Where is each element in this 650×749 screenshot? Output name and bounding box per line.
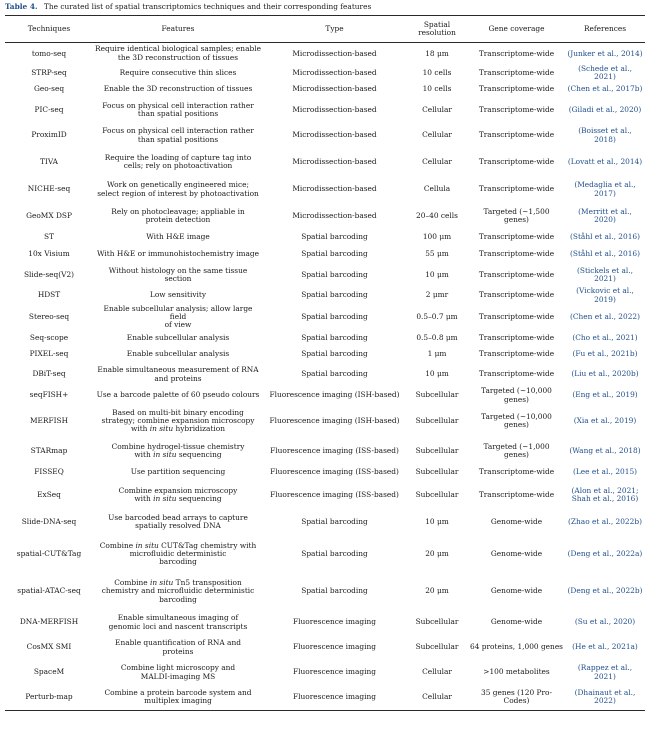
type-cell: Spatial barcoding <box>301 333 368 343</box>
table-row <box>5 347 645 362</box>
technique-cell: SpaceM <box>33 667 65 677</box>
features-cell <box>93 330 263 347</box>
table-row <box>5 404 645 438</box>
resolution-cell: Subcellular <box>415 489 459 499</box>
feature-line: Enable subcellular analysis <box>126 349 230 359</box>
caption-text: The curated list of spatial transcriptomics techniques and their corresponding features <box>43 2 372 11</box>
features-cell <box>93 660 263 685</box>
type-cell: Spatial barcoding <box>301 516 368 526</box>
feature-line: Low sensitivity <box>149 290 207 300</box>
type-cell: Fluorescence imaging <box>263 685 406 710</box>
feature-line: Require identical biological samples; enable <box>95 44 261 54</box>
feature-line: multiplex imaging <box>144 696 212 706</box>
features-cell <box>93 438 263 464</box>
resolution-cell: 1 μm <box>427 349 447 359</box>
type-cell: Spatial barcoding <box>301 232 368 242</box>
coverage-cell: Transcriptome-wide <box>478 269 555 279</box>
table-row <box>5 97 645 123</box>
feature-line: with in situ sequencing <box>134 494 222 504</box>
feature-line: select region of interest by photoactivation <box>97 188 259 198</box>
resolution-cell: Subcellular <box>415 415 459 425</box>
resolution-cell: 18 μm <box>425 48 449 58</box>
feature-line: Based on multi-bit binary encoding <box>112 407 244 417</box>
table-caption <box>5 2 371 11</box>
features-cell <box>93 65 263 82</box>
reference-cell: (Liu et al., 2020b) <box>571 369 639 379</box>
technique-cell: ProximID <box>31 130 67 140</box>
technique-cell: spatial-CUT&Tag <box>16 548 82 558</box>
coverage-cell: Transcriptome-wide <box>478 467 555 477</box>
resolution-cell: Cellular <box>422 104 452 114</box>
technique-cell: Slide-DNA-seq <box>21 516 77 526</box>
technique-cell: Perturb-map <box>5 685 93 710</box>
table-row <box>5 148 645 176</box>
coverage-cell: Transcriptome-wide <box>478 489 555 499</box>
type-cell: Microdissection-based <box>292 83 377 93</box>
features-cell <box>93 287 263 304</box>
technique-cell: DBiT-seq <box>32 369 66 379</box>
type-cell: Microdissection-based <box>292 48 377 58</box>
technique-cell: Seq-scope <box>29 333 69 343</box>
table-row <box>5 263 645 287</box>
feature-line: Without histology on the same tissue <box>108 265 248 275</box>
reference-cell: (Lee et al., 2015) <box>572 467 638 477</box>
technique-cell: spatial-ATAC-seq <box>17 586 81 596</box>
features-cell <box>93 123 263 148</box>
features-cell <box>93 635 263 660</box>
table-row <box>5 387 645 404</box>
type-cell: Spatial barcoding <box>301 349 368 359</box>
table-header-row <box>5 16 645 43</box>
coverage-cell: Transcriptome-wide <box>478 232 555 242</box>
feature-line: section <box>164 274 192 284</box>
feature-line: MALDI-imaging MS <box>140 671 216 681</box>
table-row <box>5 287 645 304</box>
reference-cell: (Stickels et al., 2021) <box>577 265 633 284</box>
feature-line: genomic loci and nascent transcripts <box>108 621 248 631</box>
feature-line: Rely on photocleavage; appliable in <box>111 206 245 216</box>
resolution-cell: 10 cells <box>422 83 452 93</box>
technique-cell: seqFISH+ <box>29 390 69 400</box>
feature-line: chemistry and microfluidic deterministic <box>101 586 255 596</box>
table-row <box>5 635 645 660</box>
techniques-table <box>5 15 645 711</box>
reference-cell: (Dhainaut et al., 2022) <box>565 685 645 710</box>
resolution-cell: 20–40 cells <box>416 210 458 220</box>
resolution-cell: 55 μm <box>425 249 449 259</box>
features-cell <box>93 304 263 330</box>
resolution-cell: 10 μm <box>425 269 449 279</box>
feature-line: Require consecutive thin slices <box>119 67 237 77</box>
reference-cell: (Giladi et al., 2020) <box>568 104 642 114</box>
feature-line: Enable simultaneous imaging of <box>117 613 239 623</box>
technique-cell: DNA-MERFISH <box>19 617 79 627</box>
coverage-cell: Transcriptome-wide <box>478 67 555 77</box>
table-row <box>5 229 645 246</box>
table-row <box>5 203 645 229</box>
table-row <box>5 660 645 685</box>
type-cell: Fluorescence imaging (ISS-based) <box>270 489 399 499</box>
coverage-cell: Transcriptome-wide <box>478 290 555 300</box>
features-cell <box>93 43 263 65</box>
type-cell: Fluorescence imaging (ISS-based) <box>270 445 399 455</box>
technique-cell: Stereo-seq <box>28 311 70 321</box>
table-row <box>5 438 645 464</box>
features-cell <box>93 229 263 246</box>
resolution-cell: Cellular <box>422 667 452 677</box>
header-spatial-resolution: Spatial resolution <box>406 16 468 43</box>
feature-line: Combine expansion microscopy <box>118 485 238 495</box>
features-cell <box>93 263 263 287</box>
technique-cell: HDST <box>37 290 61 300</box>
features-cell <box>93 176 263 203</box>
feature-line: with in situ hybridization <box>131 424 225 434</box>
feature-line: Combine hydrogel-tissue chemistry <box>111 441 245 451</box>
header-references: References <box>565 16 645 43</box>
table-row <box>5 610 645 635</box>
features-cell <box>93 404 263 438</box>
coverage-cell: Targeted (~1,000 genes) <box>483 441 550 460</box>
features-cell <box>93 509 263 535</box>
feature-line: strategy; combine expansion microscopy <box>101 415 255 425</box>
type-cell: Fluorescence imaging <box>293 617 376 627</box>
feature-line: the 3D reconstruction of tissues <box>117 52 239 62</box>
reference-cell: (Ståhl et al., 2016) <box>570 232 640 242</box>
features-cell <box>93 573 263 610</box>
reference-cell: (Xia et al., 2019) <box>573 415 637 425</box>
features-cell <box>93 464 263 481</box>
type-cell: Spatial barcoding <box>301 249 368 259</box>
table-row <box>5 123 645 148</box>
technique-cell: Geo-seq <box>33 83 65 93</box>
type-cell: Microdissection-based <box>292 130 377 140</box>
technique-cell: tomo-seq <box>31 48 67 58</box>
type-cell: Microdissection-based <box>292 156 377 166</box>
feature-line: barcoding <box>159 594 197 604</box>
table-row <box>5 464 645 481</box>
feature-line: of view <box>164 320 192 330</box>
reference-cell: (Eng et al., 2019) <box>572 390 638 400</box>
technique-cell: STRP-seq <box>31 67 67 77</box>
table-row <box>5 535 645 573</box>
feature-line: and proteins <box>154 373 202 383</box>
feature-line: proteins <box>162 646 194 656</box>
feature-line: Use a barcode palette of 60 pseudo colours <box>96 390 260 400</box>
features-cell <box>93 610 263 635</box>
coverage-cell: Targeted (~1,500 genes) <box>483 206 550 225</box>
resolution-cell: 10 cells <box>422 67 452 77</box>
reference-cell: (Rappez et al., 2021) <box>577 663 633 681</box>
type-cell: Fluorescence imaging <box>293 667 376 677</box>
type-cell: Spatial barcoding <box>301 548 368 558</box>
coverage-cell: Genome-wide <box>490 617 543 627</box>
feature-line: barcoding <box>159 557 197 567</box>
type-cell: Spatial barcoding <box>301 269 368 279</box>
type-cell: Fluorescence imaging (ISH-based) <box>269 390 400 400</box>
resolution-cell: Cellular <box>422 156 452 166</box>
technique-cell: TIVA <box>39 156 59 166</box>
table-row <box>5 481 645 509</box>
reference-cell: (Ståhl et al., 2016) <box>570 249 640 259</box>
features-cell <box>93 246 263 263</box>
resolution-cell: Subcellular <box>415 467 459 477</box>
feature-line: microfluidic deterministic <box>129 548 227 558</box>
type-cell: Spatial barcoding <box>301 290 368 300</box>
technique-cell: PIC-seq <box>34 104 64 114</box>
feature-line: protein detection <box>145 215 211 225</box>
technique-cell: ST <box>44 232 54 242</box>
type-cell: Spatial barcoding <box>301 311 368 321</box>
table-row <box>5 685 645 710</box>
type-cell: Spatial barcoding <box>301 369 368 379</box>
features-cell <box>93 148 263 176</box>
technique-cell: MERFISH <box>29 415 69 425</box>
technique-cell: PIXEL-seq <box>29 349 69 359</box>
technique-cell: STARmap <box>30 445 68 455</box>
feature-line: with in situ sequencing <box>134 450 222 460</box>
type-cell: Microdissection-based <box>292 184 377 194</box>
coverage-cell: Transcriptome-wide <box>478 249 555 259</box>
coverage-cell: Transcriptome-wide <box>478 311 555 321</box>
technique-cell: 10x Visium <box>28 249 70 259</box>
features-cell <box>93 685 263 710</box>
feature-line: Enable subcellular analysis <box>126 333 230 343</box>
feature-line: Enable quantification of RNA and <box>115 638 241 648</box>
reference-cell: (Su et al., 2020) <box>574 617 636 627</box>
feature-line: Combine in situ Tn5 transposition <box>114 578 242 588</box>
table-label: Table 4. <box>5 2 38 11</box>
feature-line: With H&E image <box>146 232 210 242</box>
coverage-cell: Transcriptome-wide <box>478 369 555 379</box>
type-cell: Microdissection-based <box>292 210 377 220</box>
feature-line: Enable simultaneous measurement of RNA <box>97 365 259 375</box>
reference-cell: (He et al., 2021a) <box>572 642 638 652</box>
reference-cell: (Merritt et al., 2020) <box>578 206 632 225</box>
coverage-cell: 64 proteins, 1,000 genes <box>470 642 563 652</box>
reference-cell: (Fu et al., 2021b) <box>572 349 638 359</box>
features-cell <box>93 97 263 123</box>
reference-cell: (Schede et al., 2021) <box>578 64 632 81</box>
feature-line: cells; rely on photoactivation <box>123 161 233 171</box>
feature-line: than spatial positions <box>137 109 219 119</box>
resolution-cell: Subcellular <box>415 642 459 652</box>
resolution-cell: 0.5–0.7 μm <box>416 311 458 321</box>
technique-cell: CosMX SMI <box>26 642 72 652</box>
feature-line: Combine light microscopy and <box>120 663 236 673</box>
type-cell: Fluorescence imaging (ISH-based) <box>269 415 400 425</box>
coverage-cell: Targeted (~10,000 genes) <box>481 387 552 404</box>
features-cell <box>93 362 263 387</box>
table-row <box>5 573 645 610</box>
type-cell: Microdissection-based <box>292 104 377 114</box>
coverage-cell: >100 metabolites <box>483 667 550 677</box>
header-gene-coverage: Gene coverage <box>468 16 565 43</box>
resolution-cell: 100 μm <box>422 232 452 242</box>
reference-cell: (Chen et al., 2017b) <box>567 83 643 93</box>
header-features: Features <box>93 16 263 43</box>
technique-cell: NICHE-seq <box>27 184 71 194</box>
reference-cell: (Lovatt et al., 2014) <box>567 156 643 166</box>
resolution-cell: Subcellular <box>415 390 459 400</box>
resolution-cell: 0.5–0.8 μm <box>416 333 458 343</box>
type-cell: Spatial barcoding <box>301 586 368 596</box>
features-cell <box>93 347 263 362</box>
reference-cell: (Chen et al., 2022) <box>570 311 640 321</box>
coverage-cell: Targeted (~10,000 genes) <box>481 411 552 430</box>
table-row <box>5 362 645 387</box>
table-row <box>5 509 645 535</box>
reference-cell: (Deng et al., 2022a) <box>567 548 643 558</box>
coverage-cell: Transcriptome-wide <box>478 48 555 58</box>
table-row <box>5 65 645 82</box>
reference-cell: (Medaglia et al., 2017) <box>574 180 636 198</box>
coverage-cell: Transcriptome-wide <box>478 184 555 194</box>
reference-cell: (Alon et al., 2021; Shah et al., 2016) <box>571 485 639 504</box>
feature-line: Enable subcellular analysis; allow large field <box>103 304 253 321</box>
feature-line: Combine in situ CUT&Tag chemistry with <box>99 540 257 550</box>
type-cell: Microdissection-based <box>292 67 377 77</box>
header-type: Type <box>263 16 406 43</box>
table-row <box>5 176 645 203</box>
feature-line: Focus on physical cell interaction rather <box>102 126 254 136</box>
type-cell: Fluorescence imaging <box>293 642 376 652</box>
type-cell: Fluorescence imaging (ISS-based) <box>270 467 399 477</box>
header-techniques: Techniques <box>5 16 93 43</box>
features-cell <box>93 387 263 404</box>
resolution-cell: Cellular <box>422 130 452 140</box>
feature-line: Use barcoded bead arrays to capture <box>108 512 248 522</box>
resolution-cell: Cellular <box>406 685 468 710</box>
features-cell <box>93 481 263 509</box>
table-row <box>5 43 645 65</box>
coverage-cell: Genome-wide <box>490 586 543 596</box>
resolution-cell: 20 μm <box>425 548 449 558</box>
coverage-cell: Transcriptome-wide <box>478 104 555 114</box>
coverage-cell: Transcriptome-wide <box>478 333 555 343</box>
features-cell <box>93 81 263 97</box>
resolution-cell: Subcellular <box>415 617 459 627</box>
technique-cell: FISSEQ <box>34 467 64 477</box>
feature-line: spatially resolved DNA <box>135 521 221 531</box>
resolution-cell: Subcellular <box>415 445 459 455</box>
reference-cell: (Boisset et al., 2018) <box>578 126 632 144</box>
technique-cell: GeoMX DSP <box>26 210 72 220</box>
coverage-cell: Genome-wide <box>490 516 543 526</box>
feature-line: Work on genetically engineered mice; <box>107 180 249 190</box>
resolution-cell: Cellula <box>423 184 451 194</box>
table-row <box>5 304 645 330</box>
resolution-cell: 20 μm <box>425 586 449 596</box>
table-row <box>5 246 645 263</box>
coverage-cell: Transcriptome-wide <box>478 83 555 93</box>
features-cell <box>93 203 263 229</box>
features-cell <box>93 535 263 573</box>
table-row <box>5 330 645 347</box>
reference-cell: (Junker et al., 2014) <box>567 48 643 58</box>
table-body <box>5 43 645 711</box>
feature-line: Combine a protein barcode system and <box>104 688 252 698</box>
feature-line: Use partition sequencing <box>130 467 226 477</box>
coverage-cell: Transcriptome-wide <box>478 349 555 359</box>
reference-cell: (Vickovic et al., 2019) <box>576 287 634 304</box>
reference-cell: (Zhao et al., 2022b) <box>568 516 642 526</box>
resolution-cell: 10 μm <box>425 516 449 526</box>
resolution-cell: 2 μmr <box>425 290 449 300</box>
feature-line: than spatial positions <box>137 134 219 144</box>
coverage-cell: 35 genes (120 Pro-Codes) <box>468 685 565 710</box>
coverage-cell: Transcriptome-wide <box>478 156 555 166</box>
reference-cell: (Cho et al., 2021) <box>572 333 638 343</box>
resolution-cell: 10 μm <box>425 369 449 379</box>
technique-cell: Slide-seq(V2) <box>23 269 75 279</box>
feature-line: Focus on physical cell interaction rather <box>102 100 254 110</box>
feature-line: Enable the 3D reconstruction of tissues <box>103 83 253 93</box>
feature-line: Require the loading of capture tag into <box>104 152 252 162</box>
table-row <box>5 81 645 97</box>
coverage-cell: Genome-wide <box>490 548 543 558</box>
coverage-cell: Transcriptome-wide <box>478 130 555 140</box>
reference-cell: (Wang et al., 2018) <box>569 445 641 455</box>
feature-line: With H&E or immunohistochemistry image <box>96 249 260 259</box>
reference-cell: (Deng et al., 2022b) <box>567 586 643 596</box>
technique-cell: ExSeq <box>37 489 61 499</box>
